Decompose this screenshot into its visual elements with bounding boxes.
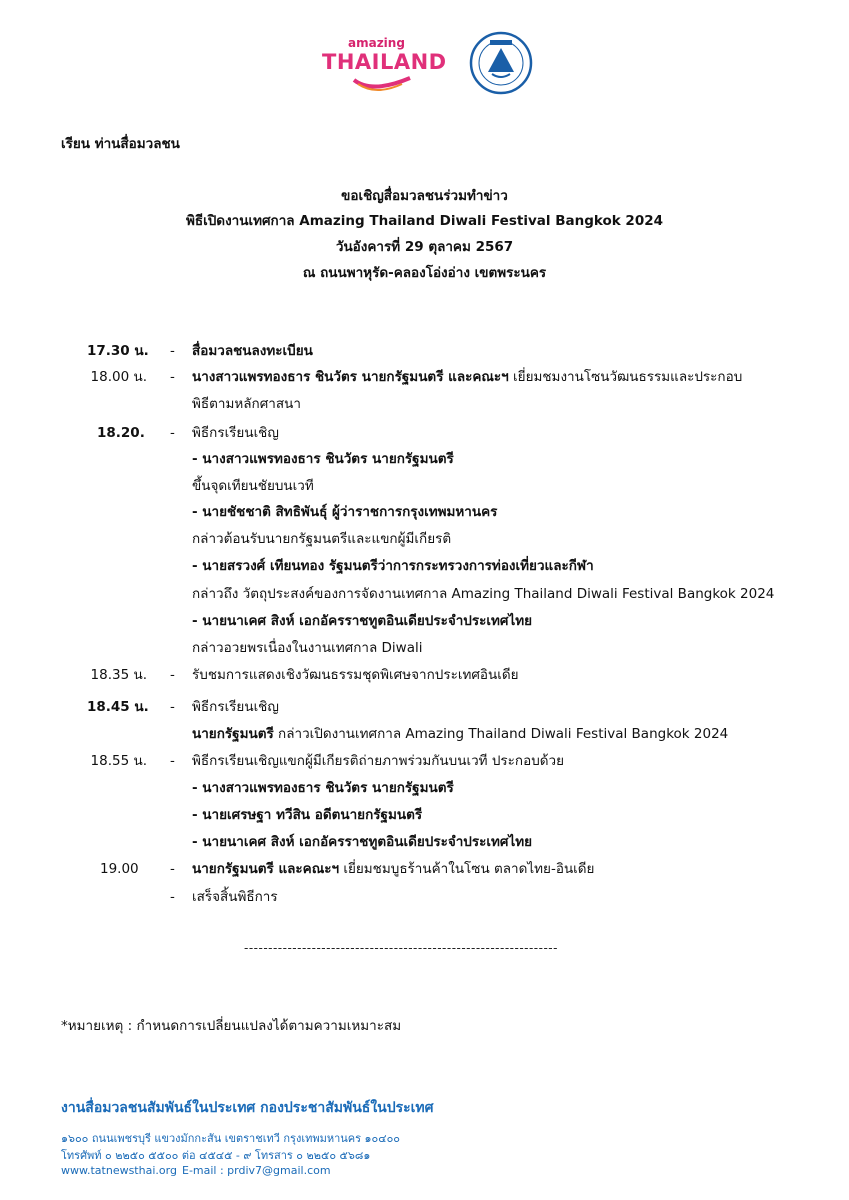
photo-guest-2: - นายเศรษฐา ทวีสิน อดีตนายกรัฐมนตรี	[192, 807, 423, 823]
speaker-minister: - นายสรวงศ์ เทียนทอง รัฐมนตรีว่าการกระทรวงการท่องเที่ยวและกีฬา	[192, 558, 594, 574]
opening-speaker: นายกรัฐมนตรี	[192, 726, 274, 742]
note: *หมายเหตุ : กำหนดการเปลี่ยนแปลงได้ตามความเหมาะสม	[61, 1018, 402, 1034]
time-1820: 18.20.	[97, 425, 145, 441]
tat-seal-icon	[468, 30, 534, 96]
footer-email-link[interactable]: E-mail : prdiv7@gmail.com	[182, 1164, 331, 1177]
time-1855: 18.55 น.	[90, 753, 147, 769]
item-photo: พิธีกรเรียนเชิญแขกผู้มีเกียรติถ่ายภาพร่วมกันบนเวที ประกอบด้วย	[192, 753, 565, 769]
amazing-thailand-logo	[322, 36, 447, 96]
footer-address: ๑๖๐๐ ถนนเพชรบุรี แขวงมักกะสัน เขตราชเทวี กรุงเทพมหานคร ๑๐๔๐๐	[61, 1132, 400, 1145]
speaker-minister-action: กล่าวถึง วัตถุประสงค์ของการจัดงานเทศกาล Amazing Thailand Diwali Festival Bangkok 2024	[192, 586, 775, 602]
dash: -	[170, 369, 175, 385]
time-1900: 19.00	[100, 861, 139, 877]
opening-speech-rest: กล่าวเปิดงานเทศกาล Amazing Thailand Diwali Festival Bangkok 2024	[273, 726, 729, 742]
footer-phone: โทรศัพท์ ๐ ๒๒๕๐ ๕๕๐๐ ต่อ ๔๕๔๕ - ๙ โทรสาร ๐ ๒๒๕๐ ๕๖๘๑	[61, 1149, 371, 1162]
item-mc-invite-2: พิธีกรเรียนเชิญ	[192, 699, 279, 715]
logo-swoosh-icon	[352, 76, 412, 94]
title-line-2: พิธีเปิดงานเทศกาล Amazing Thailand Diwali Festival Bangkok 2024	[185, 213, 664, 229]
divider-line: -----------------------------------------------------------------	[244, 941, 558, 955]
time-1835: 18.35 น.	[90, 667, 147, 683]
booth-visit-rest: เยี่ยมชมบูธร้านค้าในโซน ตลาดไทย-อินเดีย	[339, 861, 595, 877]
time-1800: 18.00 น.	[90, 369, 147, 385]
title-line-3: วันอังคารที่ 29 ตุลาคม 2567	[335, 239, 514, 255]
item-pm-visit-cont: พิธีตามหลักศาสนา	[192, 396, 301, 412]
dash: -	[170, 699, 175, 715]
item-pm-visit	[192, 368, 742, 386]
logo-amazing-text: amazing	[348, 36, 405, 50]
dash: -	[170, 343, 175, 359]
speaker-governor-action: กล่าวต้อนรับนายกรัฐมนตรีและแขกผู้มีเกียรติ	[192, 531, 452, 547]
time-1845: 18.45 น.	[87, 699, 149, 715]
speaker-ambassador-action: กล่าวอวยพรเนื่องในงานเทศกาล Diwali	[192, 640, 423, 656]
photo-guest-1: - นางสาวแพรทองธาร ชินวัตร นายกรัฐมนตรี	[192, 780, 454, 796]
speaker-pm-action: ขึ้นจุดเทียนชัยบนเวที	[192, 478, 314, 494]
item-pm-visit-rest: เยี่ยมชมงานโซนวัฒนธรรมและประกอบ	[508, 369, 743, 385]
item-performance: รับชมการแสดงเชิงวัฒนธรรมชุดพิเศษจากประเทศอินเดีย	[192, 667, 519, 683]
dash: -	[170, 425, 175, 441]
speaker-governor: - นายชัชชาติ สิทธิพันธุ์ ผู้ว่าราชการกรุงเทพมหานคร	[192, 504, 498, 520]
item-pm-visit-bold: นางสาวแพรทองธาร ชินวัตร นายกรัฐมนตรี และคณะฯ	[192, 369, 509, 385]
dash: -	[170, 667, 175, 683]
item-mc-invite: พิธีกรเรียนเชิญ	[192, 425, 279, 441]
dash: -	[170, 861, 175, 877]
dash: -	[170, 889, 175, 905]
title-line-1: ขอเชิญสื่อมวลชนร่วมทำข่าว	[341, 188, 508, 204]
speaker-ambassador: - นายนาเคศ สิงห์ เอกอัครราชทูตอินเดียประจำประเทศไทย	[192, 613, 533, 629]
photo-guest-3: - นายนาเคศ สิงห์ เอกอัครราชทูตอินเดียประจำประเทศไทย	[192, 834, 533, 850]
footer-title: งานสื่อมวลชนสัมพันธ์ในประเทศ กองประชาสัมพันธ์ในประเทศ	[61, 1100, 434, 1116]
item-registration: สื่อมวลชนลงทะเบียน	[192, 343, 313, 359]
dash: -	[170, 753, 175, 769]
speaker-pm: - นางสาวแพรทองธาร ชินวัตร นายกรัฐมนตรี	[192, 451, 454, 467]
salutation: เรียน ท่านสื่อมวลชน	[61, 136, 180, 152]
item-end: เสร็จสิ้นพิธีการ	[192, 889, 278, 905]
title-line-4: ณ ถนนพาหุรัด-คลองโอ่งอ่าง เขตพระนคร	[302, 265, 547, 281]
item-opening-speech	[192, 725, 728, 743]
logo-thailand-text: THAILAND	[322, 50, 447, 74]
time-1730: 17.30 น.	[87, 343, 149, 359]
booth-visit-bold: นายกรัฐมนตรี และคณะฯ	[192, 861, 340, 877]
item-booth-visit	[192, 860, 594, 878]
footer-web-link[interactable]: www.tatnewsthai.org	[61, 1164, 177, 1177]
